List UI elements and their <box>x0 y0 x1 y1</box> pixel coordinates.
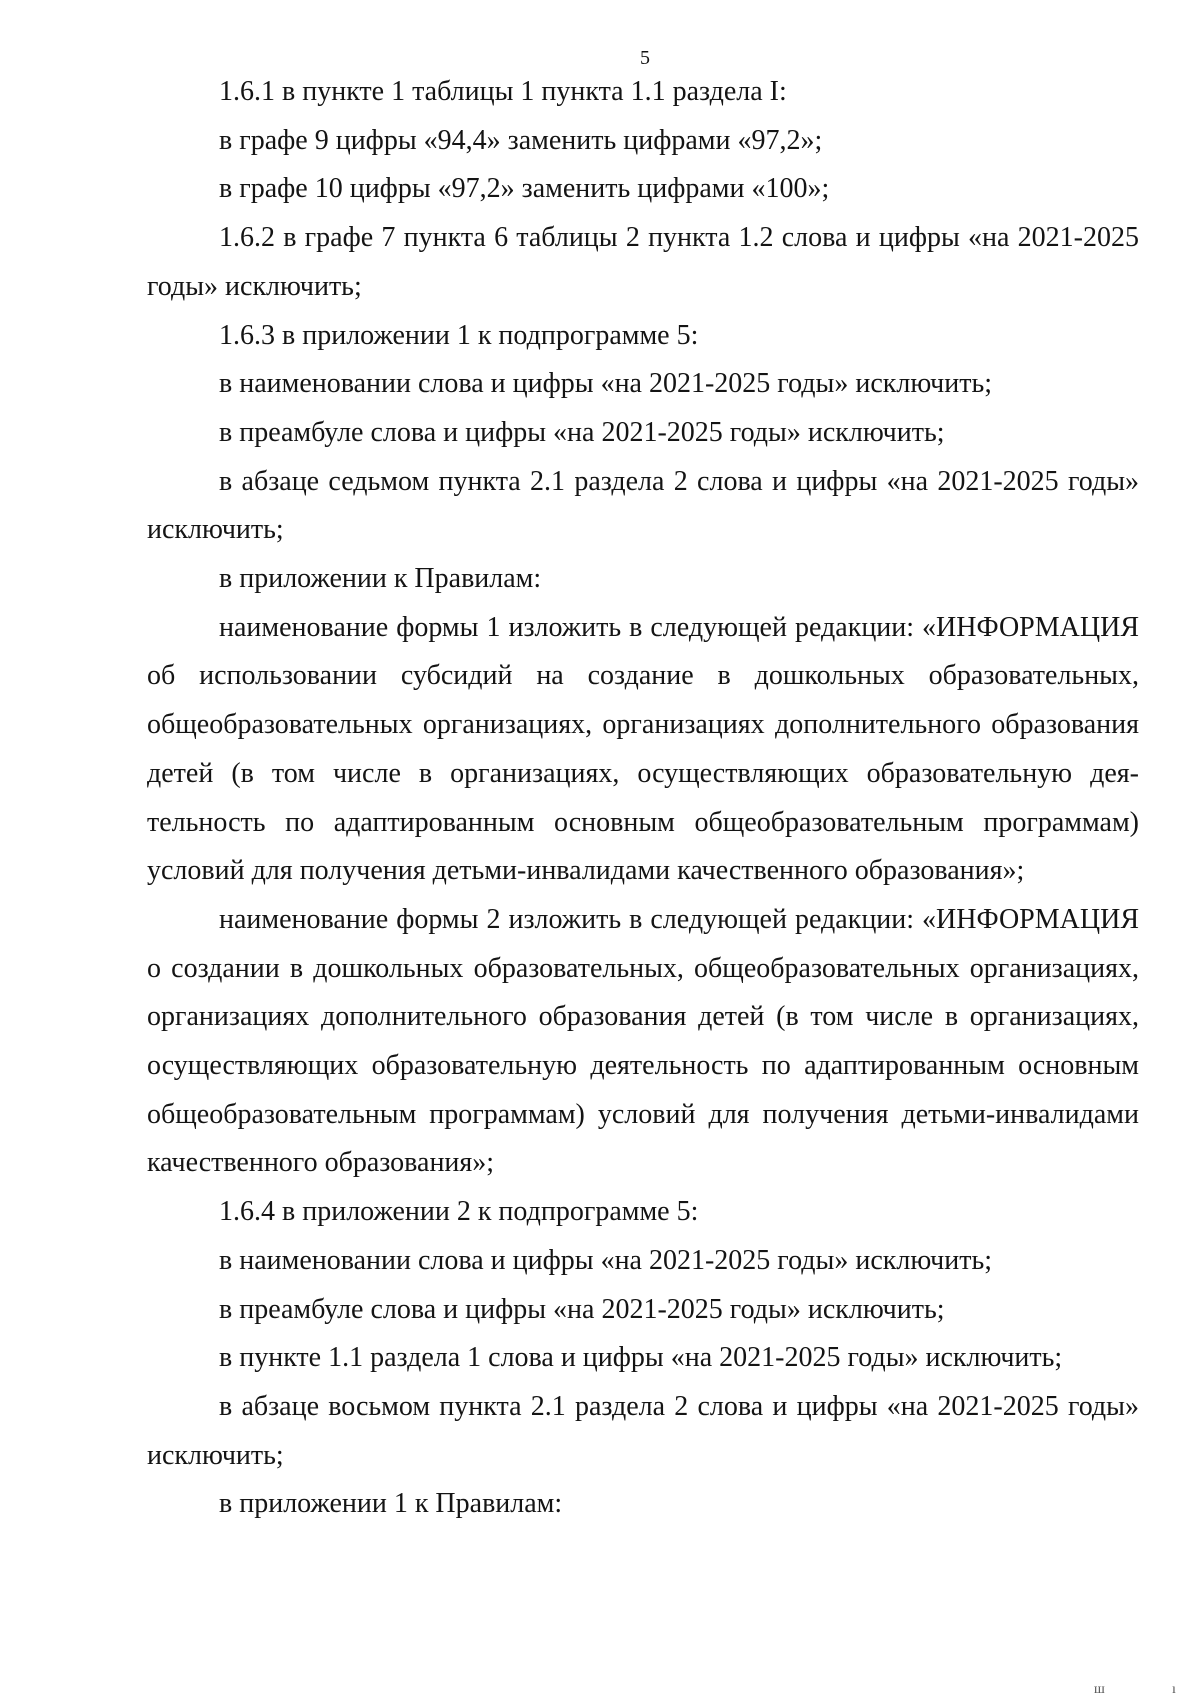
scan-mark: ш <box>1094 1682 1105 1697</box>
paragraph-1-6-4: 1.6.4 в приложении 2 к подпрограмме 5: <box>219 1196 699 1228</box>
paragraph-rules-annex: в приложении к Правилам: <box>219 563 542 595</box>
paragraph-1-6-3: 1.6.3 в приложении 1 к подпрограмме 5: <box>219 319 699 351</box>
paragraph-form-1-title: наименование формы 1 изложить в следующей редакции: «ИНФОРМАЦИЯ об использовании субсидий на создание в дошкольных образовательных, общеобразовательных организациях, организациях дополнительного образования детей (в том числе в организациях, осуществляющих образовательную деятельность по адаптированным основным общеобразовательным программам) условий для получения детьми-инвалидами качественного образования»; <box>147 611 1139 887</box>
paragraph-point-1-1: в пункте 1.1 раздела 1 слова и цифры «на 2021-2025 годы» исключить; <box>219 1342 1063 1374</box>
scan-mark: ı <box>1172 1682 1176 1697</box>
paragraph-naming: в наименовании слова и цифры «на 2021-2025 годы» исключить; <box>219 368 993 400</box>
paragraph-preamble: в преамбуле слова и цифры «на 2021-2025 годы» исключить; <box>219 416 945 448</box>
paragraph-eighth-abzats: в абзаце восьмом пункта 2.1 раздела 2 слова и цифры «на 2021-2025 годы» исключить; <box>147 1390 1139 1471</box>
document-body <box>147 68 1139 1529</box>
paragraph-preamble-2: в преамбуле слова и цифры «на 2021-2025 годы» исключить; <box>219 1293 945 1325</box>
paragraph-naming-2: в наименовании слова и цифры «на 2021-2025 годы» исключить; <box>219 1244 993 1276</box>
paragraph-seventh-abzats: в абзаце седьмом пункта 2.1 раздела 2 слова и цифры «на 2021-2025 годы» исключить; <box>147 465 1139 546</box>
page-number: 5 <box>640 47 650 69</box>
paragraph-1-6-1: 1.6.1 в пункте 1 таблицы 1 пункта 1.1 раздела I: <box>219 76 787 107</box>
paragraph-graph-9: в графе 9 цифры «94,4» заменить цифрами «97,2»; <box>219 124 823 156</box>
paragraph-1-6-2: 1.6.2 в графе 7 пункта 6 таблицы 2 пункта 1.2 слова и цифры «на 2021-2025 годы» исключить; <box>147 222 1139 302</box>
paragraph-form-2-title: наименование формы 2 изложить в следующей редакции: «ИНФОРМАЦИЯ о создании в дошкольных образовательных, общеобразовательных организациях, организациях дополнительного образования детей (в том числе в организациях, осуществляющих образовательную деятельность по адаптированным основным общеобразовательным программам) условий для получения детьми-инвалидами качественного образования»; <box>147 903 1139 1179</box>
paragraph-graph-10: в графе 10 цифры «97,2» заменить цифрами «100»; <box>219 173 830 205</box>
paragraph-rules-annex-1: в приложении 1 к Правилам: <box>219 1488 563 1520</box>
